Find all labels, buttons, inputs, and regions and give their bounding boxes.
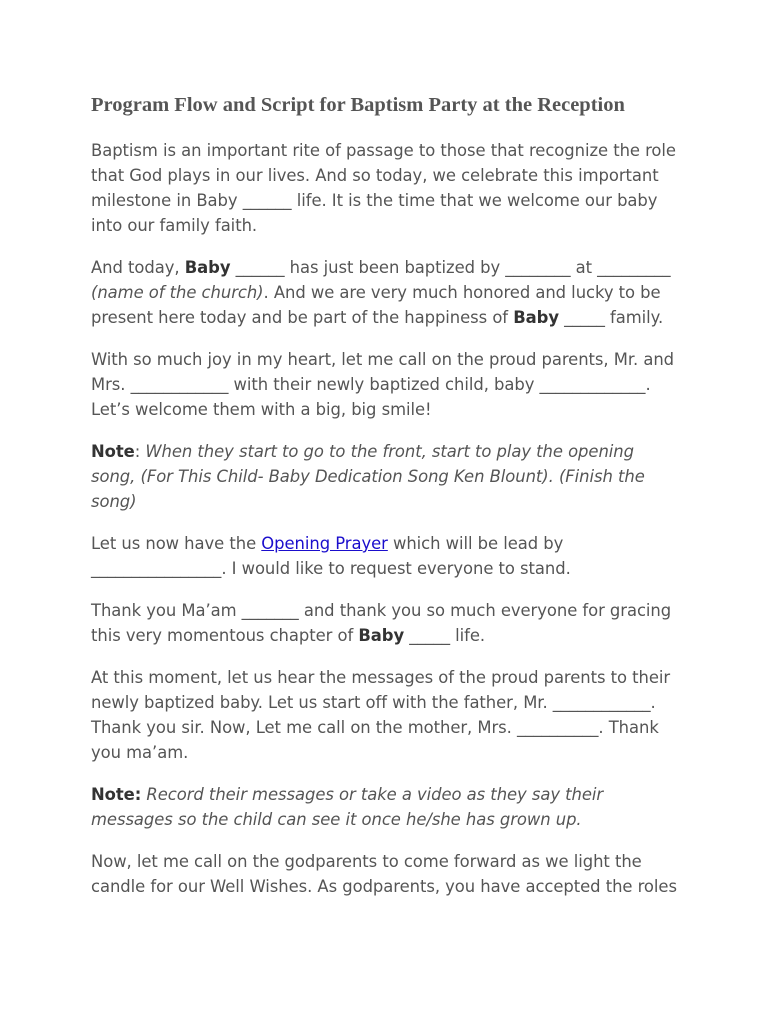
note-record-messages	[91, 782, 681, 832]
paragraph-godparents: Now, let me call on the godparents to come forward as we light the candle for our Well Wishes. As godparents, you have accepted the roles	[91, 852, 677, 896]
paragraph-baptized-by	[91, 255, 681, 330]
text-span: And today,	[91, 258, 185, 277]
bold-baby: Baby	[358, 626, 405, 645]
text-span: _____ family.	[558, 308, 664, 327]
note-text: When they start to go to the front, start to play the opening song, (For This Child- Baby Dedication Song Ken Blount). (Finish the song)	[91, 442, 645, 511]
note-label: Note:	[91, 785, 142, 804]
note-separator: :	[134, 442, 146, 461]
bold-baby: Baby	[513, 308, 559, 327]
paragraph-thank-you	[91, 598, 681, 648]
document-title: Program Flow and Script for Baptism Party at the Reception	[91, 94, 625, 116]
paragraph-parent-messages: At this moment, let us hear the messages of the proud parents to their newly baptized baby. Let us start off with the father, Mr. ____________. Thank you sir. Now, Let me call on the mother, Mrs. __________. Thank you ma’am.	[91, 668, 671, 762]
note-opening-song	[91, 439, 681, 514]
note-label: Note	[91, 442, 135, 461]
text-span: _____ life.	[404, 626, 486, 645]
bold-baby: Baby	[184, 258, 231, 277]
paragraph-opening-prayer	[91, 531, 681, 581]
text-span: Let us now have the	[91, 534, 262, 553]
document-page	[91, 92, 681, 916]
text-span: which will be lead by ________________. I would like to request everyone to stand.	[91, 534, 571, 578]
italic-church-name: (name of the church)	[91, 283, 264, 302]
note-text: Record their messages or take a video as they say their messages so the child can see it once he/she has grown up.	[91, 785, 604, 829]
text-span: Thank you Ma’am _______ and thank you so much everyone for gracing this very momentous chapter of	[91, 601, 672, 645]
paragraph-parents: With so much joy in my heart, let me call on the proud parents, Mr. and Mrs. ____________ with their newly baptized child, baby _____________. Let’s welcome them with a big, big smile!	[91, 350, 675, 419]
text-span: ______ has just been baptized by ________ at _________	[230, 258, 671, 277]
paragraph-intro: Baptism is an important rite of passage to those that recognize the role that God plays in our lives. And so today, we celebrate this important milestone in Baby ______ life. It is the time that we welcome our baby into our family faith.	[91, 141, 676, 235]
text-span: . And we are very much honored and lucky to be present here today and be part of the happiness of	[91, 283, 661, 327]
opening-prayer-link[interactable]: Opening Prayer	[261, 534, 388, 553]
